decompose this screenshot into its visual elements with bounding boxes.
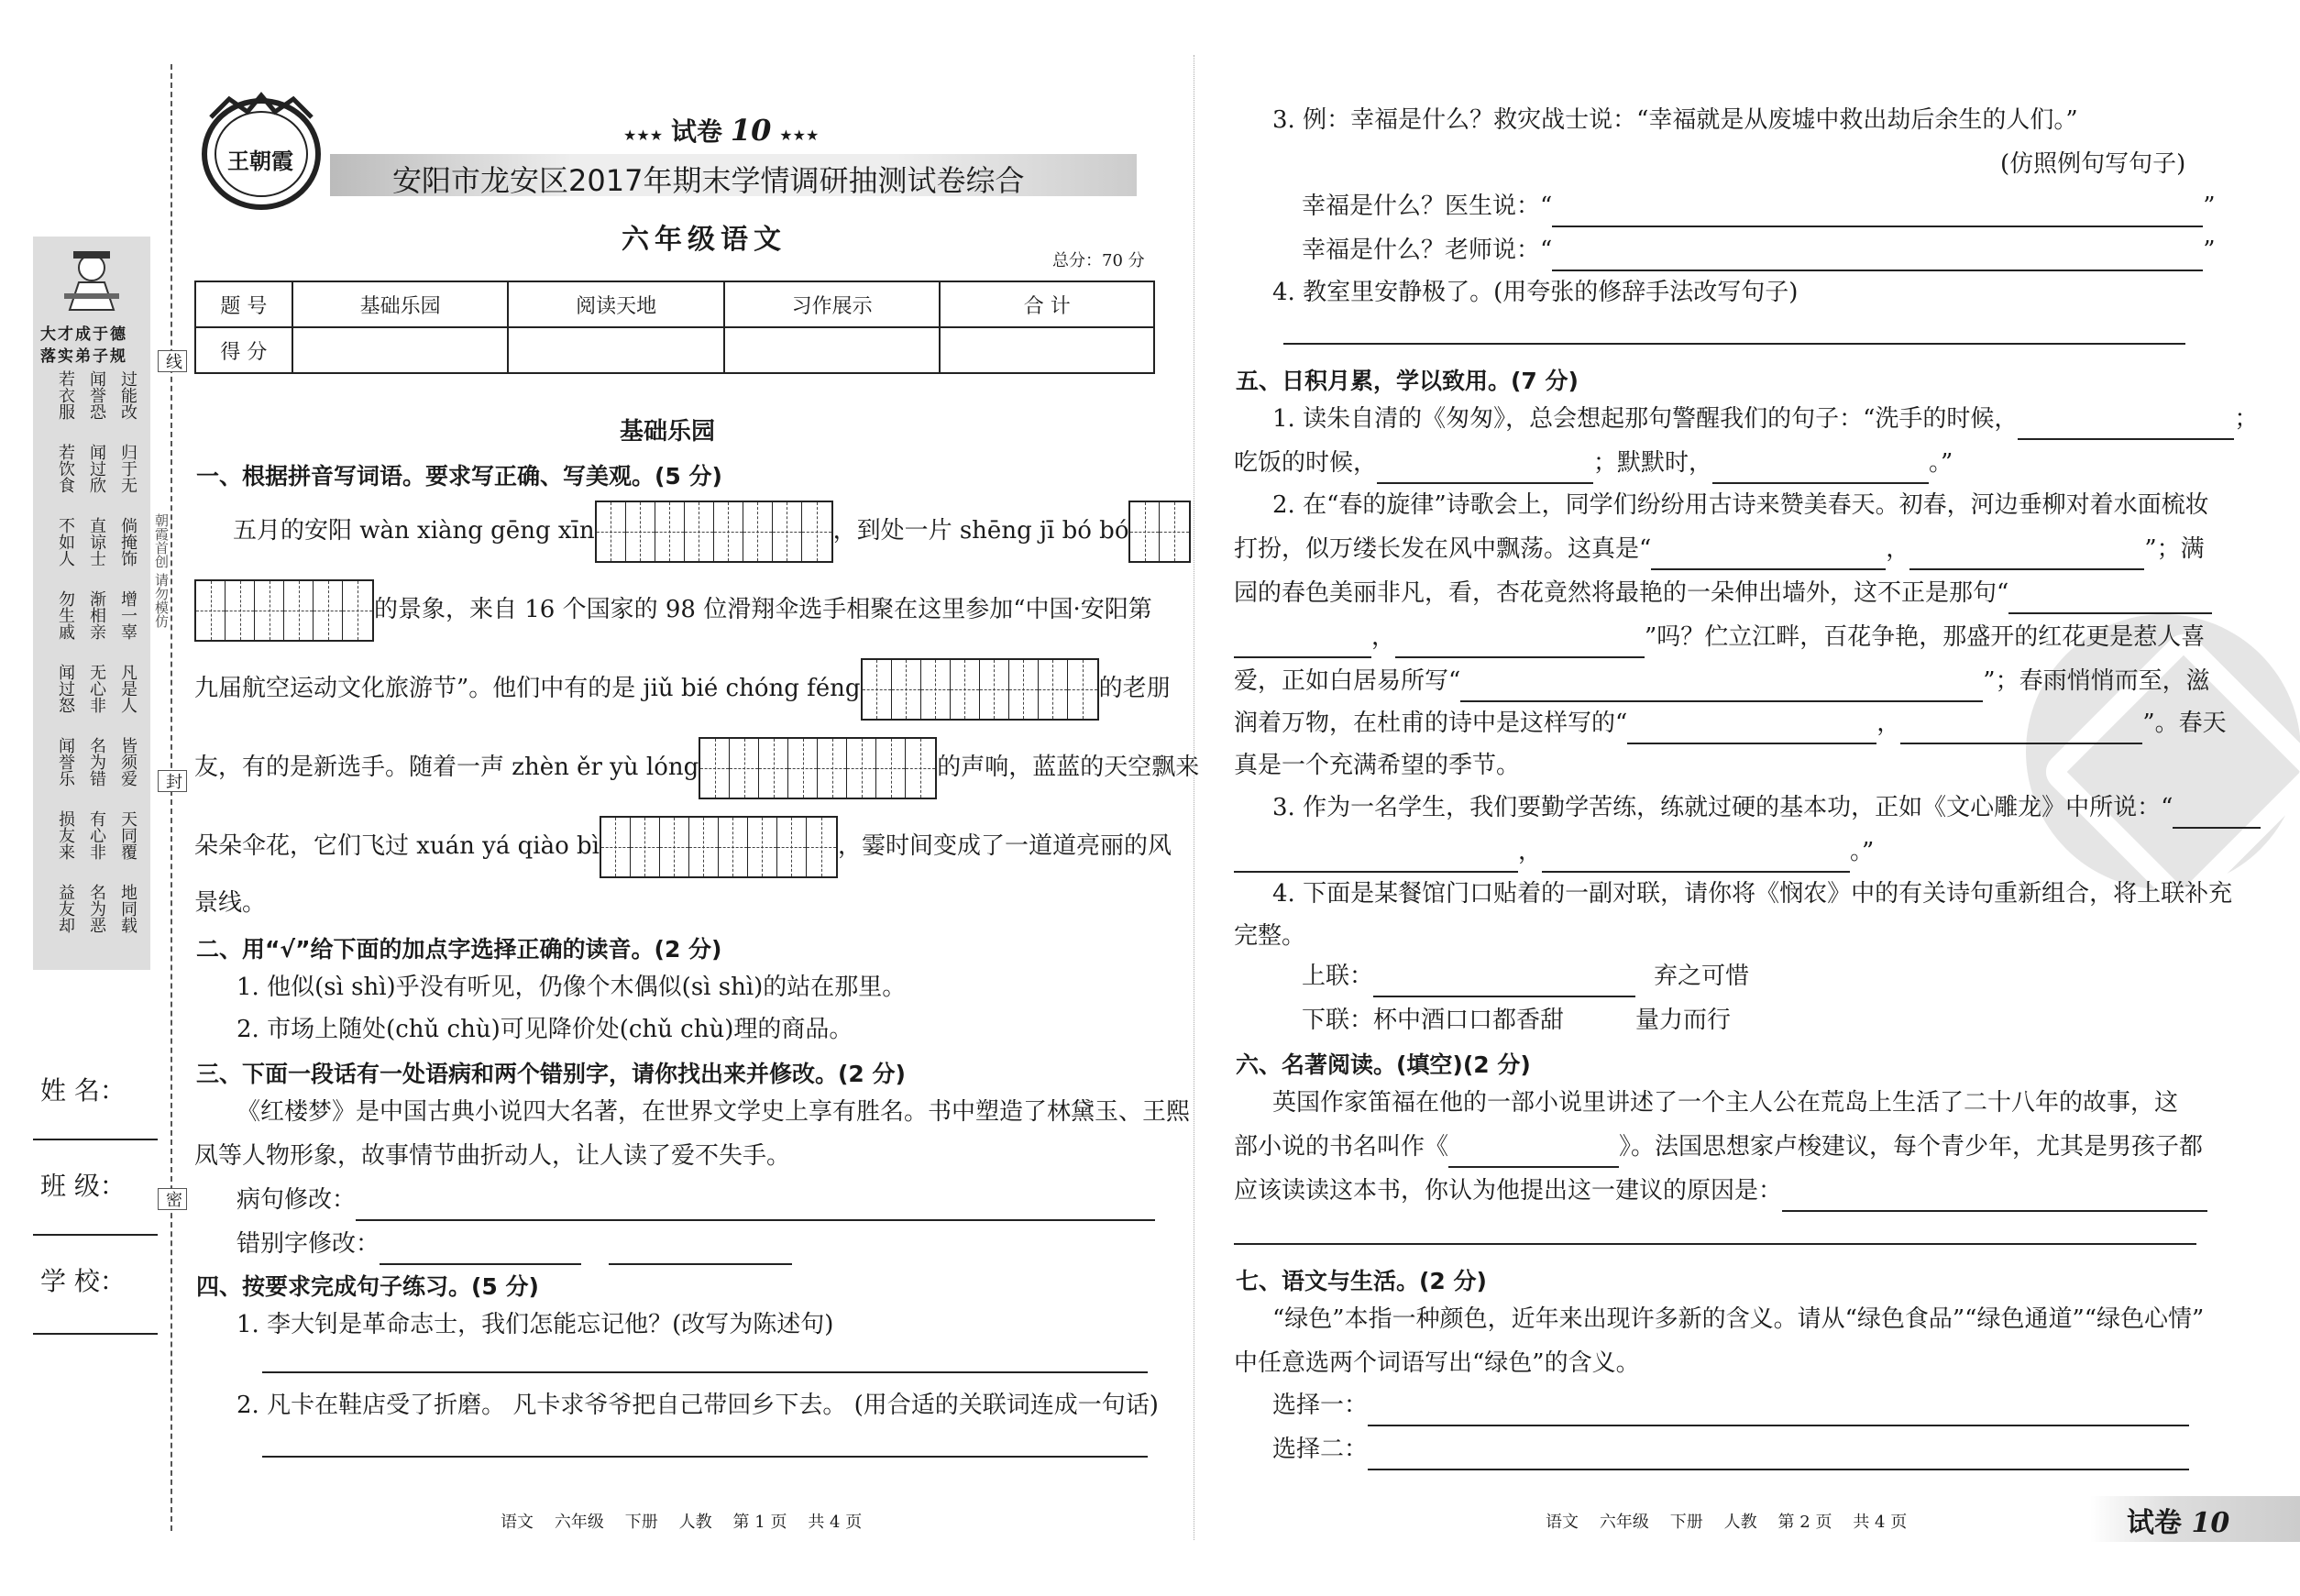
- q7-choice2-label: 选择二：: [1272, 1436, 1369, 1463]
- q3-fix1-label: 病句修改：: [237, 1186, 357, 1214]
- school-label: 学 校：: [40, 1266, 126, 1296]
- q7-choice1: [1272, 1384, 2189, 1426]
- badge-text: [2127, 1500, 2229, 1540]
- name-label: 姓 名：: [40, 1075, 126, 1106]
- q1-line6: 景线。: [194, 889, 267, 917]
- q5-2b: [1234, 528, 2205, 570]
- q5-text: 。”: [1850, 838, 1875, 865]
- couplet-up: [1302, 955, 1749, 997]
- q5-2-answer-e[interactable]: [1395, 631, 1645, 658]
- q4-item3b: [1302, 229, 2216, 271]
- motto-panel: [33, 237, 150, 970]
- q5-text: ；默默时，: [1593, 449, 1713, 477]
- q5-1a: [1272, 398, 2258, 440]
- q5-title: 五、日积月累，学以致用。(7 分): [1236, 368, 1579, 394]
- score-header-0: 题 号: [195, 281, 292, 327]
- motto-top: 大才成于德: [40, 325, 127, 344]
- q1-text: 九届航空运动文化旅游节”。他们中有的是 jiǔ bié chóng féng: [194, 675, 861, 702]
- couplet-down-text: 下联：杯中酒口口都香甜: [1302, 1007, 1565, 1034]
- score-header-1: 基础乐园: [292, 281, 509, 327]
- q5-text: 吃饭的时候，: [1234, 449, 1378, 477]
- q7-p2: 中任意选两个词语写出“绿色”的含义。: [1234, 1349, 1640, 1377]
- q5-2-answer-a[interactable]: [1651, 543, 1886, 570]
- q1-text: 友，有的是新选手。随着一声 zhèn ěr yù lóng: [194, 754, 699, 781]
- motto-column: 勿生戚: [56, 590, 75, 640]
- q3-fix1-answer[interactable]: [356, 1194, 1155, 1221]
- q1-text: 的景象，来自 16 个国家的 98 位滑翔伞选手相聚在这里参加“中国·安阳第: [374, 596, 1152, 623]
- footer-left: 语文 六年级 下册 人教 第 1 页 共 4 页: [501, 1513, 863, 1532]
- footer-right: 语文 六年级 下册 人教 第 2 页 共 4 页: [1546, 1513, 1908, 1532]
- scholar-icon: [61, 248, 123, 312]
- q5-text: 爱，正如白居易所写“: [1234, 667, 1461, 695]
- q5-2f: [1234, 702, 2227, 744]
- pinyin-grid[interactable]: [600, 816, 838, 878]
- q5-2-answer-c[interactable]: [2008, 587, 2212, 614]
- score-cell[interactable]: [292, 327, 509, 373]
- q5-3b: [1234, 831, 1874, 873]
- pinyin-grid[interactable]: [1128, 501, 1191, 563]
- couplet-up-label: 上联：: [1302, 963, 1374, 990]
- pinyin-grid[interactable]: [861, 658, 1099, 721]
- motto-column: 地同载: [118, 884, 138, 933]
- motto-column: 闻誉乐: [56, 737, 75, 787]
- q5-2-answer-d[interactable]: [1234, 631, 1371, 658]
- name-field[interactable]: [33, 1139, 158, 1140]
- q5-text: ，: [1371, 623, 1396, 651]
- q6-book-answer[interactable]: [1448, 1140, 1619, 1168]
- q1-line2: [194, 579, 1152, 642]
- q4-item2-answer[interactable]: [262, 1456, 1148, 1458]
- school-field[interactable]: [33, 1333, 158, 1335]
- stars-left: ★★★: [623, 127, 664, 144]
- stars-right: ★★★: [779, 127, 820, 144]
- q3-passage1: 《红楼梦》是中国古典小说四大名著，在世界文学史上享有胜名。书中塑造了林黛玉、王熙: [237, 1098, 1191, 1126]
- q6-p2: [1234, 1126, 2203, 1168]
- q1-text: 的声响，蓝蓝的天空飘来: [937, 754, 1200, 781]
- q5-2-answer-h[interactable]: [1900, 717, 2142, 744]
- close-quote: ”: [2203, 237, 2216, 264]
- q5-1-answer-b[interactable]: [1377, 457, 1593, 484]
- q3-fix2-answer-b[interactable]: [609, 1238, 792, 1265]
- q5-text: ”。春天: [2142, 710, 2227, 737]
- motto-column: 若饮食: [56, 444, 75, 493]
- q1-text: ，霎时间变成了一道道亮丽的风: [837, 832, 1172, 860]
- pinyin-grid[interactable]: [194, 579, 374, 642]
- q4-item3b-answer[interactable]: [1552, 244, 2203, 271]
- brand-logo: [193, 92, 330, 211]
- q7-choice2: [1272, 1428, 2189, 1470]
- motto-column: 倘掩饰: [118, 517, 138, 567]
- q4-title: 四、按要求完成句子练习。(5 分): [196, 1273, 539, 1300]
- q6-text: 》。法国思想家卢梭建议，每个青少年，尤其是男孩子都: [1619, 1133, 2204, 1161]
- q5-2-answer-g[interactable]: [1627, 717, 1876, 744]
- q4-item3a-answer[interactable]: [1552, 200, 2203, 227]
- close-quote: ”: [2203, 193, 2216, 220]
- q6-reason-answer[interactable]: [1782, 1184, 2207, 1212]
- q5-text: ，: [1518, 838, 1543, 865]
- q6-title: 六、名著阅读。(填空)(2 分): [1236, 1051, 1531, 1078]
- q4-item1: 1. 李大钊是革命志士，我们怎能忘记他？(改写为陈述句): [237, 1311, 834, 1338]
- score-table: [194, 281, 1155, 374]
- q4-item4-answer[interactable]: [1283, 343, 2185, 345]
- motto-column: 无心非: [87, 664, 106, 713]
- q5-2-answer-b[interactable]: [1909, 543, 2144, 570]
- badge-label: 试卷: [2127, 1507, 2182, 1539]
- score-cell[interactable]: [940, 327, 1154, 373]
- q3-fix1: [237, 1179, 1155, 1221]
- copyright-note: 朝霞首创 请勿模仿: [153, 513, 170, 628]
- q5-text: ”；满: [2144, 535, 2205, 563]
- q5-3-answer-a[interactable]: [2173, 801, 2261, 829]
- motto-bottom: 落实弟子规: [40, 347, 127, 366]
- couplet-up-tail: 弃之可惜: [1654, 963, 1750, 990]
- motto-column: 名为错: [87, 737, 106, 787]
- q5-2a: 2. 在“春的旋律”诗歌会上，同学们纷纷用古诗来赞美春天。初春，河边垂柳对着水面梳妆: [1272, 491, 2209, 519]
- motto-column: 增一辜: [118, 590, 138, 640]
- q5-4a: 4. 下面是某餐馆门口贴着的一副对联，请你将《悯农》中的有关诗句重新组合，将上联补充: [1272, 880, 2233, 908]
- q1-line3: [194, 658, 1171, 721]
- q7-title: 七、语文与生活。(2 分): [1236, 1268, 1487, 1294]
- paper-label: [623, 112, 819, 149]
- q5-text: ”；春雨悄悄而至，滋: [1983, 667, 2210, 695]
- q5-1-answer-a[interactable]: [2018, 413, 2234, 440]
- q5-text: ”吗？伫立江畔，百花争艳，那盛开的红花更是惹人喜: [1645, 623, 2206, 651]
- q4-item2: 2. 凡卡在鞋店受了折磨。 凡卡求爷爷把自己带回乡下去。 (用合适的关联词连成一句话): [237, 1392, 1159, 1419]
- paper-word: 试卷: [670, 116, 722, 147]
- q7-choice2-answer[interactable]: [1368, 1443, 2189, 1470]
- q5-text: ；: [2234, 405, 2259, 433]
- exam-subtitle: 六年级语文: [622, 224, 787, 256]
- q6-p1: 英国作家笛福在他的一部小说里讲述了一个主人公在荒岛上生活了二十八年的故事，这: [1272, 1089, 2179, 1117]
- couplet-down: [1302, 999, 1731, 1041]
- q5-1b: [1234, 442, 1953, 484]
- q5-text: 1. 读朱自清的《匆匆》，总会想起那句警醒我们的句子：“洗手的时候，: [1272, 405, 2019, 433]
- q1-text: 朵朵伞花，它们飞过 xuán yá qiào bì: [194, 832, 600, 860]
- motto-column: 过能改: [118, 370, 138, 420]
- q5-text: 3. 作为一名学生，我们要勤学苦练，练就过硬的基本功，正如《文心雕龙》中所说：“: [1272, 794, 2173, 821]
- q4-item3b-prompt: 幸福是什么？老师说：“: [1302, 237, 1553, 264]
- q5-text: 。”: [1929, 449, 1953, 477]
- motto-column: 渐相亲: [87, 590, 106, 640]
- seal-char-3: 密: [158, 1188, 187, 1210]
- motto-column: 有心非: [87, 810, 106, 860]
- q5-3-answer-c[interactable]: [1542, 845, 1850, 873]
- q1-text: ，到处一片 shēng jī bó bó: [832, 517, 1129, 545]
- q1-line5: [194, 816, 1172, 878]
- q5-text: ，: [1886, 535, 1910, 563]
- q6-reason-answer-2[interactable]: [1234, 1243, 2196, 1245]
- q5-2g: 真是一个充满希望的季节。: [1234, 752, 1521, 779]
- q5-2-answer-f[interactable]: [1460, 675, 1983, 702]
- section-title: 基础乐园: [620, 418, 716, 446]
- score-cell[interactable]: [508, 327, 724, 373]
- motto-column: 益友却: [56, 884, 75, 933]
- motto-column: 闻誉恐: [87, 370, 106, 420]
- motto-column: 天同覆: [118, 810, 138, 860]
- q4-item3a-prompt: 幸福是什么？医生说：“: [1302, 193, 1553, 220]
- q3-passage2: 凤等人物形象，故事情节曲折动人，让人读了爱不失手。: [194, 1142, 791, 1170]
- q5-text: 园的春色美丽非凡，看，杏花竟然将最艳的一朵伸出墙外，这不正是那句“: [1234, 579, 2009, 607]
- q5-text: 打扮，似万缕长发在风中飘荡。这真是“: [1234, 535, 1652, 563]
- q7-choice1-answer[interactable]: [1368, 1399, 2189, 1426]
- q1-line1: [233, 501, 1191, 563]
- motto-column: 名为恶: [87, 884, 106, 933]
- q1-text: 的老朋: [1098, 675, 1171, 702]
- q4-item1-answer[interactable]: [262, 1371, 1148, 1373]
- q3-title: 三、下面一段话有一处语病和两个错别字，请你找出来并修改。(2 分): [196, 1061, 906, 1087]
- motto-column: 不如人: [56, 517, 75, 567]
- q6-text: 应该读读这本书，你认为他提出这一建议的原因是：: [1234, 1177, 1783, 1205]
- q5-2d: [1234, 616, 2205, 658]
- q5-2c: [1234, 572, 2212, 614]
- total-score: 总分：70 分: [1052, 251, 1145, 270]
- q6-p3: [1234, 1170, 2207, 1212]
- class-field[interactable]: [33, 1234, 158, 1236]
- q5-4b: 完整。: [1234, 922, 1306, 950]
- q1-line4: [194, 737, 1199, 799]
- pinyin-grid[interactable]: [595, 501, 833, 563]
- q3-fix2: [237, 1223, 792, 1265]
- q3-fix2-answer-a[interactable]: [380, 1238, 581, 1265]
- q4-item3-note: (仿照例句写句子): [2000, 150, 2186, 178]
- q2-item2: 2. 市场上随处(chǔ chù)可见降价处(chǔ chù)理的商品。: [237, 1016, 853, 1043]
- badge-number: 10: [2191, 1507, 2230, 1539]
- motto-column: 损友来: [56, 810, 75, 860]
- motto-column: 闻过怒: [56, 664, 75, 713]
- motto-column: 归于无: [118, 444, 138, 493]
- brand-name: 王朝霞: [227, 148, 293, 174]
- q5-3a: [1272, 787, 2261, 829]
- score-row-label: 得 分: [195, 327, 292, 373]
- motto-column: 直谅士: [87, 517, 106, 567]
- seal-char-1: 线: [158, 350, 187, 372]
- class-label: 班 级：: [40, 1171, 126, 1201]
- q7-p1: “绿色”本指一种颜色，近年来出现许多新的含义。请从“绿色食品”“绿色通道”“绿色心情”: [1272, 1305, 2205, 1333]
- seal-char-2: 封: [158, 770, 187, 792]
- q4-item3a: [1302, 185, 2216, 227]
- q7-choice1-label: 选择一：: [1272, 1392, 1369, 1419]
- q5-2e: [1234, 660, 2210, 702]
- q6-text: 部小说的书名叫作《: [1234, 1133, 1449, 1161]
- q2-item1: 1. 他似(sì shì)乎没有听见，仍像个木偶似(sì shì)的站在那里。: [237, 974, 907, 1001]
- score-header-2: 阅读天地: [508, 281, 724, 327]
- q3-fix2-label: 错别字修改：: [237, 1230, 380, 1258]
- q2-title: 二、用“√”给下面的加点字选择正确的读音。(2 分): [196, 936, 722, 963]
- score-header-4: 合 计: [940, 281, 1154, 327]
- paper-number: 10: [730, 113, 772, 148]
- couplet-down-tail: 量力而行: [1635, 1007, 1732, 1034]
- motto-column: 若衣服: [56, 370, 75, 420]
- motto-columns: [46, 370, 145, 957]
- pinyin-grid[interactable]: [699, 737, 937, 799]
- motto-column: 凡是人: [118, 664, 138, 713]
- score-cell[interactable]: [724, 327, 941, 373]
- q1-text: 五月的安阳 wàn xiàng gēng xīn: [233, 517, 595, 545]
- q5-text: 润着万物，在杜甫的诗中是这样写的“: [1234, 710, 1628, 737]
- q5-text: ，: [1876, 710, 1901, 737]
- motto-column: 闻过欣: [87, 444, 106, 493]
- motto-column: 皆须爱: [118, 737, 138, 787]
- q1-title: 一、根据拼音写词语。要求写正确、写美观。(5 分): [196, 463, 722, 490]
- couplet-up-answer[interactable]: [1373, 970, 1635, 997]
- q5-1-answer-c[interactable]: [1712, 457, 1929, 484]
- score-header-3: 习作展示: [724, 281, 941, 327]
- q5-3-answer-b[interactable]: [1234, 845, 1518, 873]
- q4-item4: 4. 教室里安静极了。(用夸张的修辞手法改写句子): [1272, 279, 1799, 306]
- q4-item3: 3. 例：幸福是什么？救灾战士说：“幸福就是从废墟中救出劫后余生的人们。”: [1272, 106, 2078, 134]
- exam-title: 安阳市龙安区2017年期末学情调研抽测试卷综合: [392, 163, 1025, 198]
- binding-line: [171, 64, 172, 1531]
